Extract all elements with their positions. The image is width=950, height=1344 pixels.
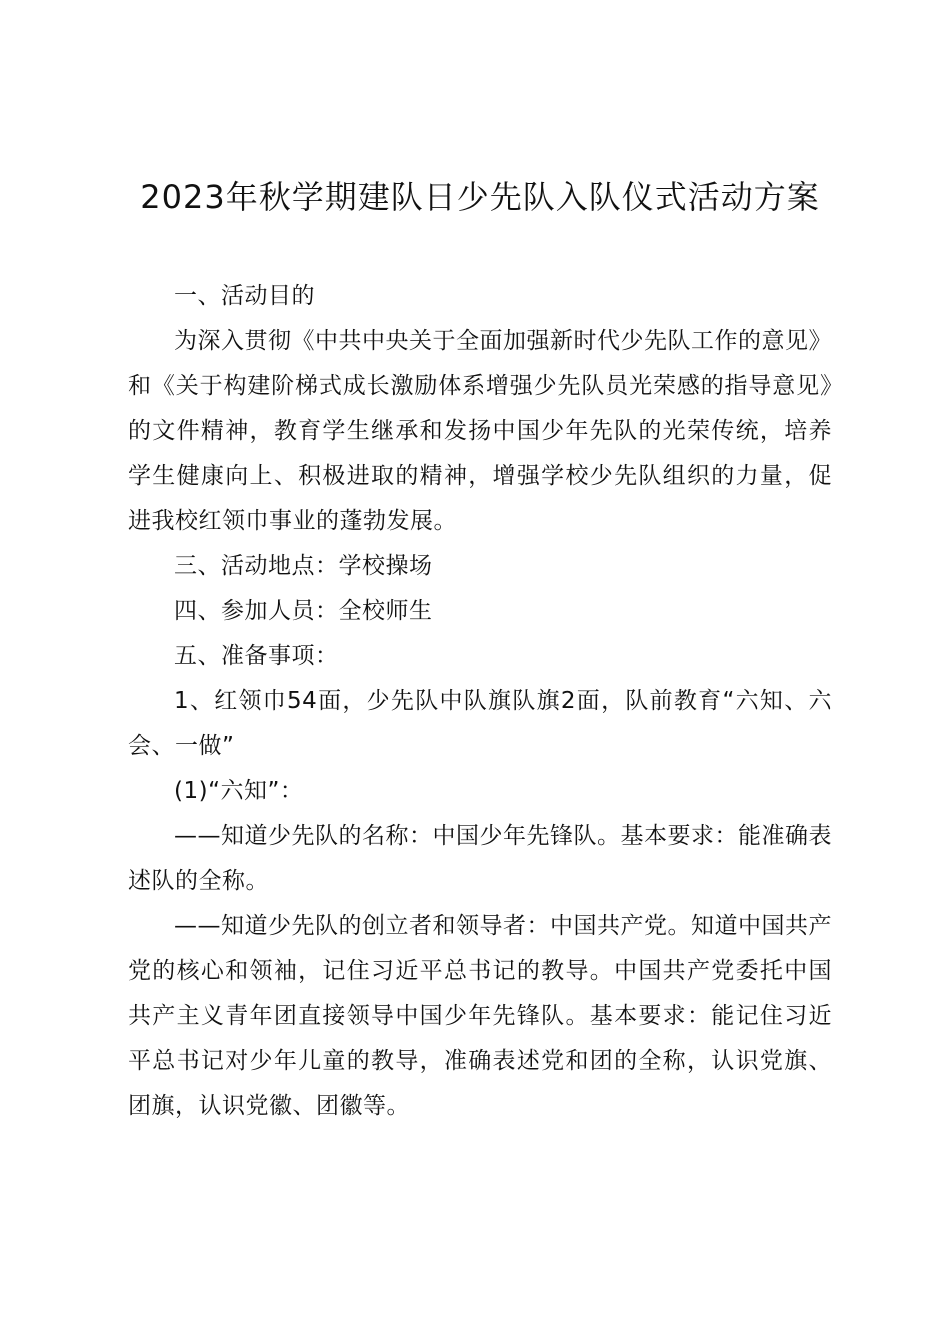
paragraph-materials: 1、红领巾54面，少先队中队旗队旗2面，队前教育“六知、六会、一做” — [128, 688, 832, 759]
document-title: 2023年秋学期建队日少先队入队仪式活动方案 — [140, 178, 820, 216]
section-heading-location: 三、活动地点：学校操场 — [174, 553, 433, 579]
paragraph-know-founder: ——知道少先队的创立者和领导者：中国共产党。知道中国共产党的核心和领袖，记住习近平总书记的教导。中国共产党委托中国共产主义青年团直接领导中国少年先锋队。基本要求：能记住习近平总书记对少年儿童的教导，准确表述党和团的全称，认识党旗、团旗，认识党徽、团徽等。 — [128, 913, 832, 1119]
section-heading-purpose: 一、活动目的 — [174, 283, 315, 309]
section-heading-preparation: 五、准备事项： — [174, 643, 339, 669]
paragraph-know-name: ——知道少先队的名称：中国少年先锋队。基本要求：能准确表述队的全称。 — [128, 823, 832, 894]
subheading-six-knows: (1)“六知”： — [174, 778, 304, 804]
section-heading-participants: 四、参加人员：全校师生 — [174, 598, 433, 624]
document-body — [128, 274, 832, 1129]
paragraph-purpose: 为深入贯彻《中共中央关于全面加强新时代少先队工作的意见》和《关于构建阶梯式成长激励体系增强少先队员光荣感的指导意见》的文件精神，教育学生继承和发扬中国少年先队的光荣传统，培养学生健康向上、积极进取的精神，增强学校少先队组织的力量，促进我校红领巾事业的蓬勃发展。 — [128, 328, 832, 534]
